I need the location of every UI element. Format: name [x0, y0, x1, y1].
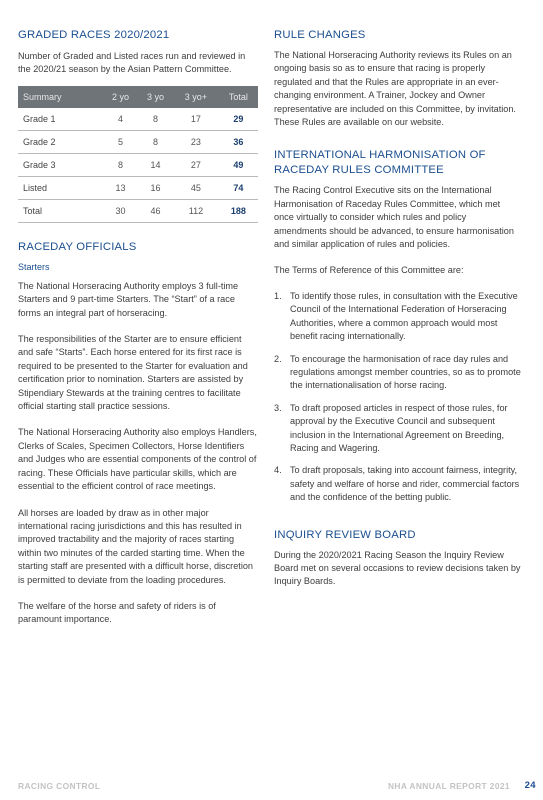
- cell-total: 188: [219, 199, 258, 222]
- officials-paragraph-1: The National Horseracing Authority employs 3 full-time Starters and 9 part-time Starters. The “Start” of a race forms an integral part of horseracing.: [18, 280, 239, 318]
- cell-total: 36: [219, 130, 258, 153]
- left-column: [18, 28, 258, 627]
- row-label: Listed: [18, 176, 103, 199]
- list-item-text: To draft proposals, taking into account fairness, integrity, safety and welfare of horse and rider, commercial factors and the confidence of the betting public.: [290, 465, 520, 503]
- page-footer: [18, 781, 536, 795]
- right-column: [274, 28, 521, 589]
- rule-changes-body: The National Horseracing Authority reviews its Rules on an ongoing basis so as to ensure that racing is properly regulated and that the Rules are appropriate in an ever-changing environment. A Trainer, Jockey and Owner representative are included on this Committee, by invitation. These Rules are available on our website.: [274, 50, 516, 128]
- officials-paragraph-5: The welfare of the horse and safety of riders is of paramount importance.: [18, 600, 216, 625]
- terms-intro: The Terms of Reference of this Committee are:: [274, 265, 464, 276]
- cell-2yo: 4: [103, 108, 138, 131]
- graded-races-heading: GRADED RACES 2020/2021: [18, 29, 170, 41]
- inquiry-review-body: During the 2020/2021 Racing Season the Inquiry Review Board met on several occasions to review decisions taken by Inquiry Boards.: [274, 549, 521, 587]
- cell-3yo: 14: [138, 153, 173, 176]
- harmonisation-body: The Racing Control Executive sits on the International Harmonisation of Raceday Rules Committee, which met once virtually to consider which rules and policy amendments should be advanced, to ensure harmonisation and similar application of rules and policies.: [274, 185, 514, 250]
- list-item: [274, 353, 521, 393]
- list-item-number: 2.: [274, 353, 282, 364]
- cell-3yo: 8: [138, 130, 173, 153]
- cell-3yo: 16: [138, 176, 173, 199]
- graded-races-table: [18, 86, 258, 223]
- cell-3yo-plus: 112: [173, 199, 219, 222]
- table-row: [18, 199, 258, 222]
- cell-total: 74: [219, 176, 258, 199]
- table-row: [18, 108, 258, 131]
- inquiry-review-heading: INQUIRY REVIEW BOARD: [274, 528, 416, 541]
- footer-section-label: RACING CONTROL: [18, 781, 101, 791]
- column-header-3yo: 3 yo: [138, 86, 173, 108]
- list-item-number: 1.: [274, 290, 282, 301]
- table-row: [18, 176, 258, 199]
- cell-total: 29: [219, 108, 258, 131]
- row-label: Total: [18, 199, 103, 222]
- officials-paragraph-4: All horses are loaded by draw as in other major international racing jurisdictions and this has resulted in improved tractability and the majority of races starting within two minutes of the carded starting time. When the starting staff are presented with a difficult horse, discretion is permitted to deviate from the loading procedures.: [18, 507, 254, 585]
- footer-report-title: NHA ANNUAL REPORT 2021: [387, 781, 510, 791]
- list-item-number: 4.: [274, 465, 282, 476]
- cell-3yo: 8: [138, 108, 173, 131]
- column-header-2yo: 2 yo: [103, 86, 138, 108]
- cell-2yo: 8: [103, 153, 138, 176]
- graded-races-intro: Number of Graded and Listed races run and reviewed in the 2020/21 season by the Asian Pattern Committee.: [18, 51, 246, 75]
- column-header-summary: Summary: [18, 86, 103, 108]
- officials-paragraph-2: The responsibilities of the Starter are to ensure efficient and safe “Starts”. Each horse entered for its first race is required to be presented to the Starter for evaluation and certification prior to nomination. Starters are assisted by Stipendiary Stewards at the training centres to facilitate official starting stall practice sessions.: [18, 334, 248, 412]
- cell-3yo-plus: 45: [173, 176, 219, 199]
- row-label: Grade 1: [18, 108, 103, 131]
- cell-3yo: 46: [138, 199, 173, 222]
- column-header-3yo-plus: 3 yo+: [173, 86, 219, 108]
- officials-paragraph-3: The National Horseracing Authority also employs Handlers, Clerks of Scales, Specimen Collectors, Horse Identifiers and Judges who are essential components of the control of racing. These Officials have particular skills, which are essential to the efficient control of race meetings.: [18, 427, 257, 492]
- rule-changes-heading: RULE CHANGES: [274, 29, 366, 41]
- table-row: [18, 153, 258, 176]
- row-label: Grade 3: [18, 153, 103, 176]
- list-item: [274, 290, 521, 344]
- list-item-number: 3.: [274, 402, 282, 413]
- cell-total: 49: [219, 153, 258, 176]
- cell-2yo: 30: [103, 199, 138, 222]
- terms-list: [274, 290, 521, 505]
- starters-subheading: Starters: [18, 261, 50, 272]
- cell-3yo-plus: 27: [173, 153, 219, 176]
- column-header-total: Total: [219, 86, 258, 108]
- list-item: [274, 464, 521, 504]
- list-item: [274, 402, 521, 456]
- page-number: 24: [524, 780, 536, 791]
- row-label: Grade 2: [18, 130, 103, 153]
- list-item-text: To identify those rules, in consultation with the Executive Council of the International Federation of Horseracing Authorities, where a common approach would most benefit racing internationally.: [290, 290, 518, 342]
- list-item-text: To draft proposed articles in respect of those rules, for approval by the Executive Council and subsequent inclusion in the International Agreement on Breeding, Racing and Wagering.: [290, 402, 508, 453]
- raceday-officials-heading: RACEDAY OFFICIALS: [18, 240, 137, 253]
- cell-2yo: 13: [103, 176, 138, 199]
- table-row: [18, 130, 258, 153]
- cell-2yo: 5: [103, 130, 138, 153]
- table-header-row: [18, 86, 258, 108]
- list-item-text: To encourage the harmonisation of race day rules and regulations amongst member countries, so as to promote the internationalisation of horse racing.: [290, 353, 521, 391]
- cell-3yo-plus: 17: [173, 108, 219, 131]
- cell-3yo-plus: 23: [173, 130, 219, 153]
- harmonisation-heading: INTERNATIONAL HARMONISATION OF RACEDAY RULES COMMITTEE: [274, 149, 486, 177]
